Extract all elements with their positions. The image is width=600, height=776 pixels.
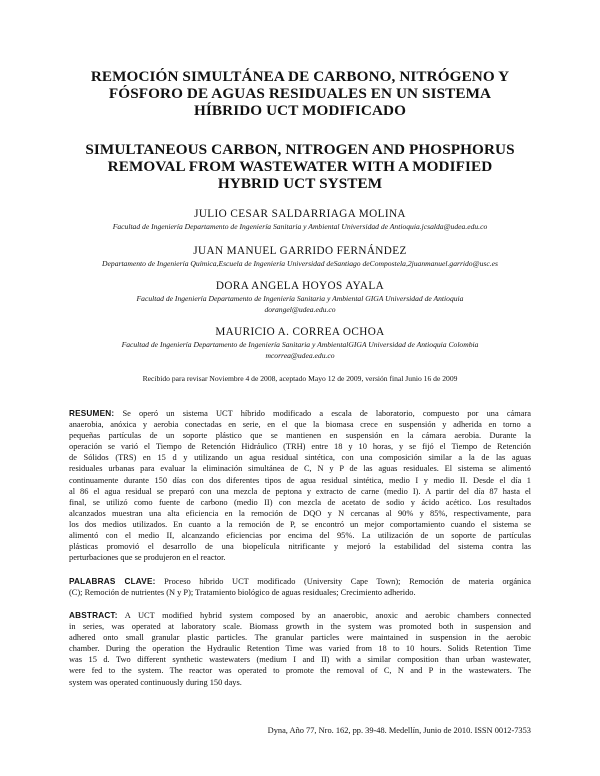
text-line: perturbaciones que se produjeron en el reactor. [69, 553, 226, 563]
title-en-line: SIMULTANEOUS CARBON, NITROGEN AND PHOSPHORUS [85, 141, 515, 158]
text-line: alimentó con el medio II, alcanzando eficiencias por encima del 95%. La utilización de un soporte de partículas [69, 531, 531, 541]
author-name: MAURICIO A. CORREA OCHOA [215, 326, 385, 338]
author-4 [20, 326, 580, 361]
author-name: JUAN MANUEL GARRIDO FERNÁNDEZ [193, 245, 407, 257]
author-2 [20, 245, 580, 269]
abstract-text: A UCT modified hybrid system composed by an anaerobic, anoxic and aerobic chambers connected [124, 611, 531, 620]
author-3 [20, 280, 580, 315]
text-line: system was operated continuously during 150 days. [69, 677, 242, 687]
text-line: residuales urbanas para evaluar la eliminación simultánea de C, N y P de las aguas residuales. El sistema se alimentó [69, 464, 531, 474]
text-line: chamber. During the operation the Hydraulic Retention Time was varied from 18 to 10 hours. Solids Retention Time [69, 644, 531, 654]
abstract-paragraph [69, 610, 531, 688]
text-line: pequeñas partículas de un soporte plástico que se mantienen en suspensión en la cámara aerobia. Durante la [69, 431, 531, 441]
title-en-line: HYBRID UCT SYSTEM [217, 175, 383, 192]
text-line: al 86 el agua residual se preparó con una mezcla de peptona y extracto de carne (medio I). A partir del día 87 hasta el [69, 486, 531, 496]
text-line: plásticas promovió el desarrollo de una biopelícula nitrificante y mejoró la estabilidad del sistema contra las [69, 542, 531, 552]
text-line: were fed to the system. The reactor was operated to promote the removal of C, N and P in the wastewaters. The [69, 666, 531, 676]
text-line: in series, was operated at laboratory scale. Biomass growth in the system was promoted both in suspension and [69, 622, 531, 632]
author-email: mcorrea@udea.edu.co [265, 351, 335, 360]
author-name: JULIO CESAR SALDARRIAGA MOLINA [194, 208, 406, 220]
author-affiliation: Facultad de Ingeniería Departamento de Ingeniería Sanitaria y AmbientalGIGA Universidad de Antioquia Colombia [121, 340, 479, 349]
text-line [69, 408, 531, 419]
title-es-line: HÍBRIDO UCT MODIFICADO [193, 102, 407, 119]
author-name: DORA ANGELA HOYOS AYALA [215, 280, 385, 292]
title-spanish [60, 68, 540, 119]
title-es-line: REMOCIÓN SIMULTÁNEA DE CARBONO, NITRÓGENO Y [90, 68, 510, 85]
resumen-label: RESUMEN: [69, 409, 115, 418]
text-line: operación se varió el Tiempo de Retención Hidráulico (TRH) entre 18 y 10 horas, y se fijó el Tiempo de Retención [69, 442, 531, 452]
title-es-line: FÓSFORO DE AGUAS RESIDUALES EN UN SISTEMA [108, 85, 492, 102]
author-affiliation: Facultad de Ingeniería Departamento de Ingeniería Sanitaria y Ambiental GIGA Universidad de Antioquia [136, 294, 464, 303]
author-email: dorangel@udea.edu.co [264, 305, 336, 314]
text-line: alcanzados muestran una alta eficiencia en la remoción de DQO y N cercanas al 90% y 85%, respectivamente, para [69, 508, 531, 518]
text-line: adhered onto small granular plastic particles. The granular particles were maintained in suspension in the aerobic [69, 633, 531, 643]
abstract-label: ABSTRACT: [69, 611, 118, 620]
text-line: final, se utilizó como fuente de carbono (medio II) con mezcla de acetato de sodio y ácido acético. Los resultados [69, 497, 531, 507]
palabras-clave-label: PALABRAS CLAVE: [69, 577, 156, 586]
text-line: los dos medios utilizados. En cuanto a la remoción de P, se encontró un mejor comportamiento cuando el sistema se [69, 519, 531, 529]
title-english [60, 141, 540, 192]
title-en-line: REMOVAL FROM WASTEWATER WITH A MODIFIED [107, 158, 493, 175]
received-dates: Recibido para revisar Noviembre 4 de 2008, aceptado Mayo 12 de 2009, versión final Junio 16 de 2009 [142, 374, 458, 383]
text-line: (C); Remoción de nutrientes (N y P); Tratamiento biológico de aguas residuales; Crecimiento adherido. [69, 588, 416, 598]
palabras-clave-paragraph [69, 576, 531, 598]
text-line [69, 576, 531, 587]
text-line: was 15 d. Two different synthetic wastewaters (medium I and II) with a similar composition than urban wastewater, [69, 655, 531, 665]
author-affiliation: Departamento de Ingeniería Química,Escuela de Ingeniería Universidad deSantiago deCompostela,2juanmanuel.garrido@usc.es [102, 259, 498, 268]
journal-citation: Dyna, Año 77, Nro. 162, pp. 39-48. Medellín, Junio de 2010. ISSN 0012-7353 [267, 726, 531, 735]
text-line [69, 610, 531, 621]
text-line: de Sólidos (TRS) en 15 d y utilizando un agua residual sintética, con una composición similar a la de las aguas [69, 453, 531, 463]
author-1 [20, 208, 580, 232]
text-line: continuamente durante 150 días con dos diferentes tipos de agua residual sintética, medio I y medio II. Desde el día 1 [69, 475, 531, 485]
text-line: anaerobia, anóxica y aerobia conectadas en serie, en el que la biomasa crece en suspensión y adherida en torno a [69, 420, 531, 430]
palabras-clave-text: Proceso híbrido UCT modificado (University Cape Town); Remoción de materia orgánica [164, 577, 531, 586]
resumen-text: Se operó un sistema UCT híbrido modificado a escala de laboratorio, compuesto por una cámara [122, 409, 531, 418]
author-affiliation: Facultad de Ingeniería Departamento de Ingeniería Sanitaria y Ambiental Universidad de Antioquia.jcsalda@udea.edu.co [112, 222, 488, 231]
resumen-paragraph [69, 408, 531, 563]
